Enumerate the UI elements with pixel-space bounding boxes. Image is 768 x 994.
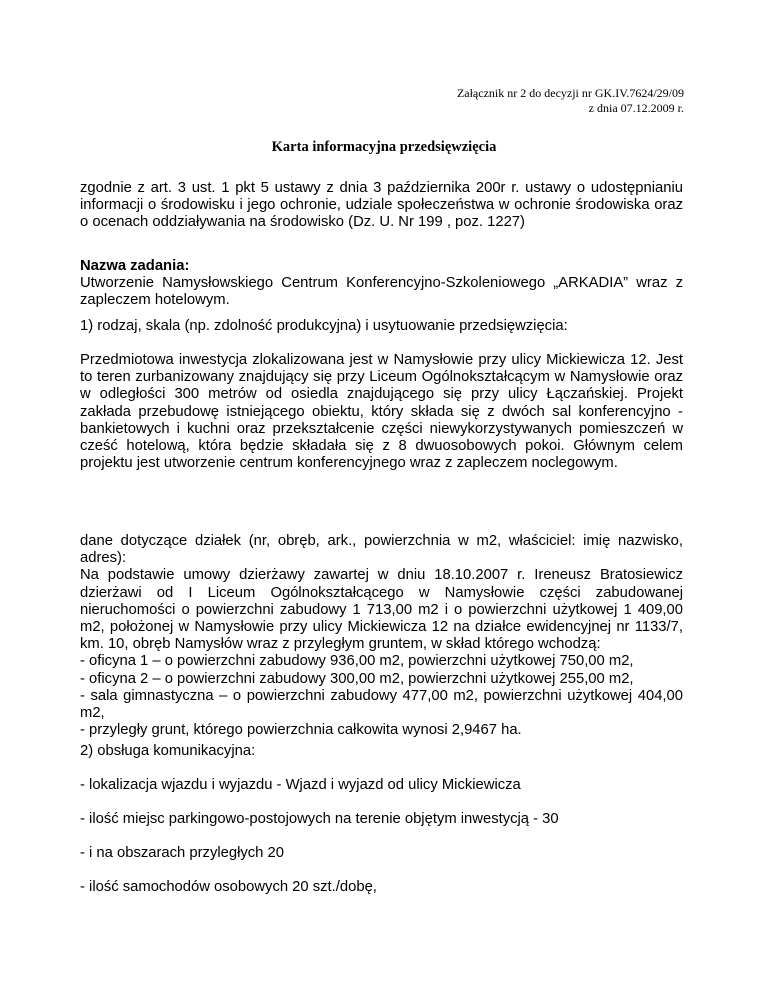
section-2-heading: 2) obsługa komunikacyjna: bbox=[80, 743, 256, 759]
intro-paragraph bbox=[80, 180, 683, 232]
section-2-item: - ilość samochodów osobowych 20 szt./dobę, bbox=[80, 879, 377, 895]
plots-heading: dane dotyczące działek (nr, obręb, ark., powierzchnia w m2, właściciel: imię nazwisko, adres): bbox=[80, 533, 683, 567]
task-name-text: Utworzenie Namysłowskiego Centrum Konferencyjno-Szkoleniowego „ARKADIA” wraz z zapleczem hotelowym. bbox=[80, 275, 683, 309]
plots-block bbox=[80, 533, 683, 739]
intro-text: zgodnie z art. 3 ust. 1 pkt 5 ustawy z dnia 3 października 200r r. ustawy o udostępnianiu informacji o środowisku i jego ochronie, udziale społeczeństwa w ochronie środowiska oraz o ocenach oddziaływania na środowisko (Dz. U. Nr 199 , poz. 1227) bbox=[80, 180, 683, 231]
plot-item: - oficyna 2 – o powierzchni zabudowy 300,00 m2, powierzchni użytkowej 255,00 m2, bbox=[80, 670, 634, 687]
section-2-item-3-block bbox=[80, 845, 683, 862]
document-title: Karta informacyjna przedsięwzięcia bbox=[271, 139, 497, 155]
section-1-body bbox=[80, 352, 683, 472]
attachment-reference bbox=[457, 86, 684, 116]
task-name-label: Nazwa zadania: bbox=[80, 258, 190, 274]
section-2-item-4-block bbox=[80, 879, 683, 896]
plot-item: - sala gimnastyczna – o powierzchni zabudowy 477,00 m2, powierzchni użytkowej 404,00 m2, bbox=[80, 687, 683, 722]
plots-text: Na podstawie umowy dzierżawy zawartej w dniu 18.10.2007 r. Ireneusz Bratosiewicz dzierżawi od I Liceum Ogólnokształcącego w Namysłowie części zabudowanej nieruchomości o powierzchni zabudowy 1 713,00 m2 i o powierzchni użytkowej 1 409,00 m2, położonej w Namysłowie przy ulicy Mickiewicza 12 na działce ewidencyjnej nr 1133/7, km. 10, obręb Namysłów wraz z przyległym gruntem, w skład którego wchodzą: bbox=[80, 567, 683, 653]
attachment-reference-line-2: z dnia 07.12.2009 r. bbox=[588, 101, 684, 115]
section-2-item-1-block bbox=[80, 777, 683, 794]
section-2-item: - i na obszarach przyległych 20 bbox=[80, 845, 284, 861]
section-1-heading-block bbox=[80, 318, 683, 335]
section-2-heading-block bbox=[80, 743, 683, 760]
section-2-item-2-block bbox=[80, 811, 683, 828]
plot-item: - przyległy grunt, którego powierzchnia całkowita wynosi 2,9467 ha. bbox=[80, 722, 522, 739]
attachment-reference-line-1: Załącznik nr 2 do decyzji nr GK.IV.7624/29/09 bbox=[456, 86, 684, 100]
section-1-text: Przedmiotowa inwestycja zlokalizowana jest w Namysłowie przy ulicy Mickiewicza 12. Jest to teren zurbanizowany znajdujący się przy Liceum Ogólnokształcącym w Namysłowie oraz w odległości 300 metrów od osiedla znajdującego się przy ulicy Łączańskiej. Projekt zakłada przebudowę istniejącego obiektu, który składa się z dwóch sal konferencyjno - bankietowych i kuchni oraz przekształcenie części niewykorzystywanych pomieszczeń w cześć hotelową, która będzie składała się z 8 dwuosobowych pokoi. Głównym celem projektu jest utworzenie centrum konferencyjnego wraz z zapleczem noclegowym. bbox=[80, 352, 683, 472]
section-2-item: - lokalizacja wjazdu i wyjazdu - Wjazd i wyjazd od ulicy Mickiewicza bbox=[80, 777, 521, 793]
section-1-heading: 1) rodzaj, skala (np. zdolność produkcyjna) i usytuowanie przedsięwzięcia: bbox=[80, 318, 568, 334]
task-name-block bbox=[80, 258, 683, 310]
section-2-item: - ilość miejsc parkingowo-postojowych na terenie objętym inwestycją - 30 bbox=[80, 811, 559, 827]
plot-item: - oficyna 1 – o powierzchni zabudowy 936,00 m2, powierzchni użytkowej 750,00 m2, bbox=[80, 653, 634, 670]
